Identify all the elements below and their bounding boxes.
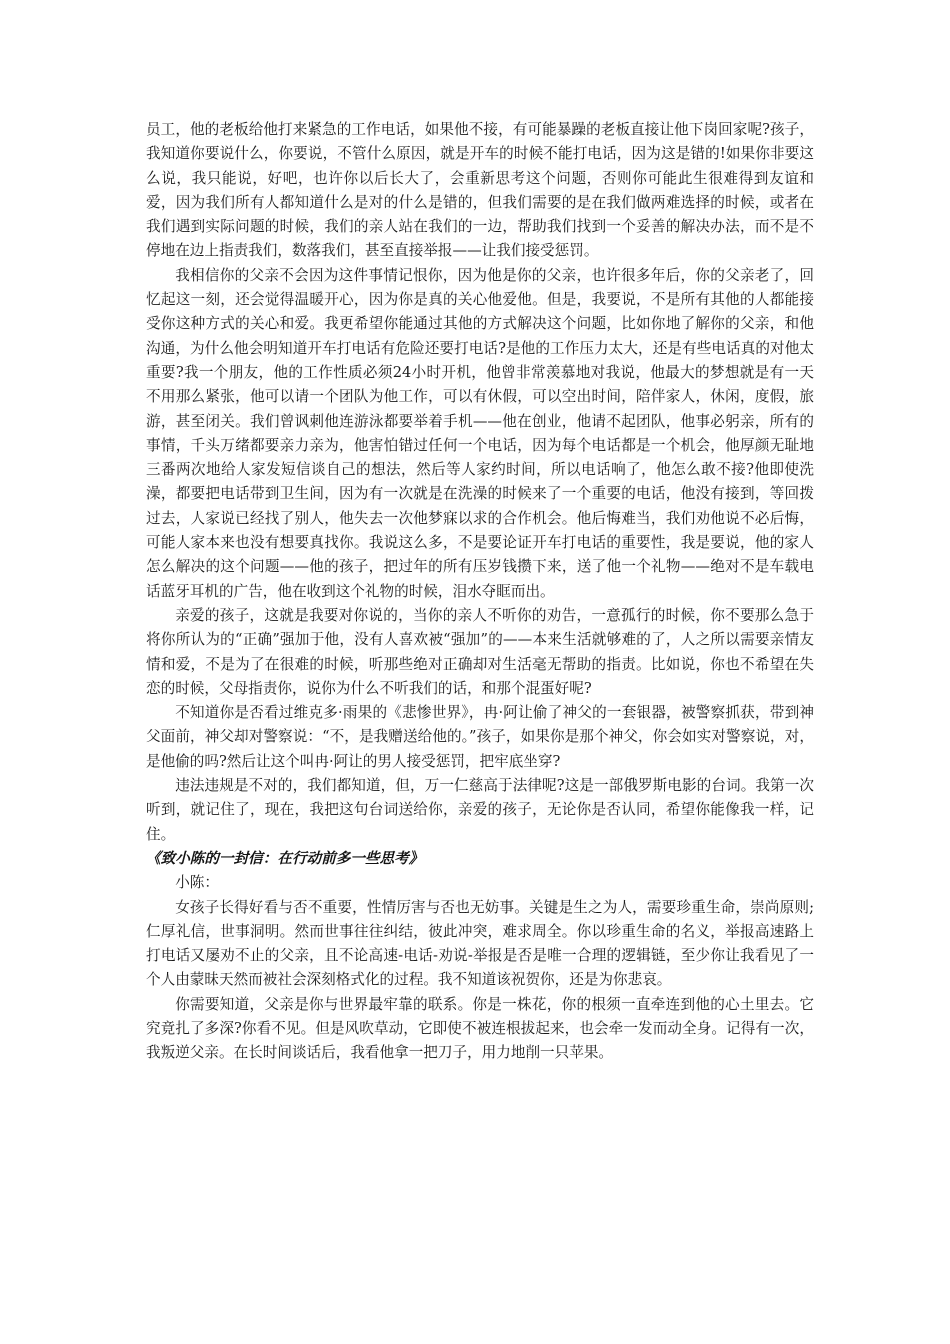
body-paragraph: 女孩子长得好看与否不重要，性情厉害与否也无妨事。关键是生之为人，需要珍重生命，崇尚原则;仁厚礼信，世事洞明。然而世事往往纠结，彼此冲突，难求周全。你以珍重生命的名义，举报高速路上打电话又屡劝不止的父亲，且不论高速-电话-劝说-举报是否是唯一合理的逻辑链，至少你让我看见了一个人由蒙昧天然而被社会深刻格式化的过程。我不知道该祝贺你，还是为你悲哀。	[146, 898, 814, 989]
letter-heading: 《致小陈的一封信：在行动前多一些思考》	[146, 849, 424, 867]
document-body	[146, 118, 814, 1066]
body-paragraph: 你需要知道，父亲是你与世界最牢靠的联系。你是一株花，你的根须一直牵连到他的心土里去。它究竟扎了多深?你看不见。但是风吹草动，它即使不被连根拔起来，也会牵一发而动全身。记得有一次，我叛逆父亲。在长时间谈话后，我看他拿一把刀子，用力地削一只苹果。	[146, 995, 814, 1062]
body-paragraph: 违法违规是不对的，我们都知道，但，万一仁慈高于法律呢?这是一部俄罗斯电影的台词。我第一次听到，就记住了，现在，我把这句台词送给你，亲爱的孩子，无论你是否认同，希望你能像我一样，记住。	[146, 777, 814, 843]
body-paragraph: 我相信你的父亲不会因为这件事情记恨你，因为他是你的父亲，也许很多年后，你的父亲老了，回忆起这一刻，还会觉得温暖开心，因为你是真的关心他爱他。但是，我要说，不是所有其他的人都能接受你这种方式的关心和爱。我更希望你能通过其他的方式解决这个问题，比如你地了解你的父亲，和他沟通，为什么他会明知道开车打电话有危险还要打电话?是他的工作压力太大，还是有些电话真的对他太重要?我一个朋友，他的工作性质必须24小时开机，他曾非常羡慕地对我说，他最大的梦想就是有一天不用那么紧张，他可以请一个团队为他工作，可以有休假，可以空出时间，陪伴家人，休闲，度假，旅游，甚至闭关。我们曾讽刺他连游泳都要举着手机——他在创业，他请不起团队，他事必躬亲，所有的事情，千头万绪都要亲力亲为，他害怕错过任何一个电话，因为每个电话都是一个机会，他厚颜无耻地三番两次地给人家发短信谈自己的想法，然后等人家约时间，所以电话响了，他怎么敢不接?他即使洗澡，都要把电话带到卫生间，因为有一次就是在洗澡的时候来了一个重要的电话，他没有接到，等回拨过去，人家说已经找了别人，他失去一次他梦寐以求的合作机会。他后悔难当，我们劝他说不必后悔，可能人家本来也没有想要真找你。我说这么多，不是要论证开车打电话的重要性，我是要说，他的家人怎么解决的这个问题——他的孩子，把过年的所有压岁钱攒下来，送了他一个礼物——绝对不是车载电话蓝牙耳机的广告，他在收到这个礼物的时候，泪水夺眶而出。	[146, 266, 814, 600]
body-paragraph: 员工，他的老板给他打来紧急的工作电话，如果他不接，有可能暴躁的老板直接让他下岗回家呢?孩子，我知道你要说什么，你要说，不管什么原因，就是开车的时候不能打电话，因为这是错的!如果你非要这么说，我只能说，好吧，也许你以后长大了，会重新思考这个问题，否则你可能此生很难得到友谊和爱，因为我们所有人都知道什么是对的什么是错的，但我们需要的是在我们做两难选择的时候，或者在我们遇到实际问题的时候，我们的亲人站在我们的一边，帮助我们找到一个妥善的解决办法，而不是不停地在边上指责我们，数落我们，甚至直接举报——让我们接受惩罚。	[146, 121, 814, 260]
letter-salutation: 小陈：	[175, 874, 219, 892]
body-paragraph: 不知道你是否看过维克多·雨果的《悲惨世界》，冉·阿让偷了神父的一套银器，被警察抓获，带到神父面前，神父却对警察说：“不，是我赠送给他的。”孩子，如果你是那个神父，你会如实对警察说，对，是他偷的吗?然后让这个叫冉·阿让的男人接受惩罚，把牢底坐穿?	[146, 704, 814, 770]
body-paragraph: 亲爱的孩子，这就是我要对你说的，当你的亲人不听你的劝告，一意孤行的时候，你不要那么急于将你所认为的“正确”强加于他，没有人喜欢被“强加”的——本来生活就够难的了，人之所以需要亲情友情和爱，不是为了在很难的时候，听那些绝对正确却对生活毫无帮助的指责。比如说，你也不希望在失恋的时候，父母指责你，说你为什么不听我们的话，和那个混蛋好呢?	[146, 606, 814, 697]
